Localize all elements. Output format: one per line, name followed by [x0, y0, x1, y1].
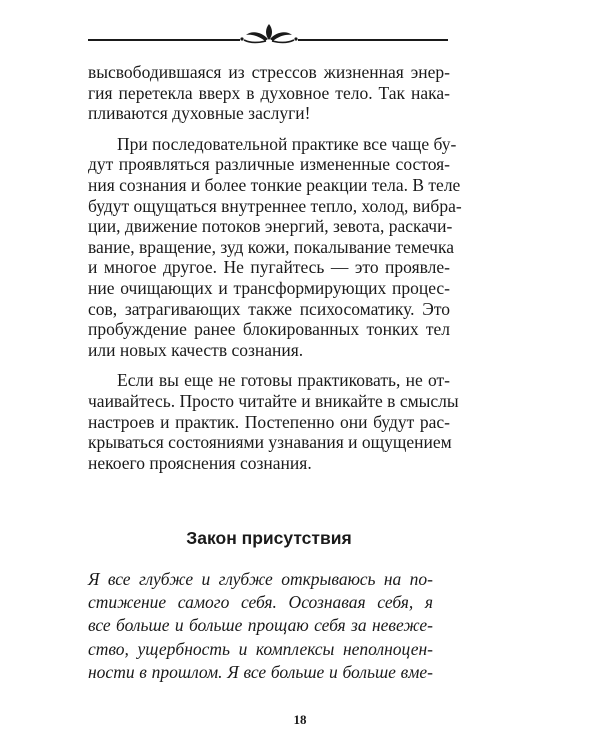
text-line: крываться состояниями узнавания и ощущением: [88, 432, 452, 453]
flourish-icon: [238, 22, 300, 44]
section-heading: Закон присутствия: [186, 528, 352, 548]
paragraph-3: [88, 370, 459, 473]
text-line: Если вы еще не готовы практиковать, не от-: [117, 370, 450, 391]
body-text: [88, 62, 462, 473]
text-line: ство, ущербность и комплексы неполноцен-: [88, 638, 433, 659]
text-line: ния сознания и более тонкие реакции тела. В теле: [88, 174, 461, 195]
header-rule-right: [298, 39, 448, 41]
text-line: стижение самого себя. Осознавая себя, я: [88, 592, 433, 613]
text-line: или новых качеств сознания.: [88, 339, 304, 360]
text-line: сов, затрагивающих также психосоматику. Это: [88, 298, 450, 319]
text-line: Я все глубже и глубже открываюсь на по-: [88, 569, 433, 589]
text-line: дут проявляться различные измененные состоя-: [88, 154, 450, 175]
text-line: чаивайтесь. Просто читайте и вникайте в смыслы: [88, 390, 459, 411]
paragraph-2: [88, 133, 462, 361]
text-line: высвободившаяся из стрессов жизненная энер-: [88, 62, 450, 82]
paragraph-1: [88, 62, 450, 124]
text-line: пробуждение ранее блокированных тонких тел: [88, 319, 450, 340]
text-line: будут ощущаться внутреннее тепло, холод, вибра-: [88, 195, 462, 216]
text-line: все больше и больше прощаю себя за невеже-: [88, 615, 433, 636]
text-line: пливаются духовные заслуги!: [88, 103, 311, 124]
text-line: и многое другое. Не пугайтесь — это проявле-: [88, 257, 450, 278]
text-line: настроев и практик. Постепенно они будут рас-: [88, 411, 450, 432]
page-header-ornament: [88, 14, 448, 46]
text-line: гия перетекла вверх в духовное тело. Так нака-: [88, 82, 450, 103]
text-line: некоего прояснения сознания.: [88, 452, 312, 473]
page-number: 18: [293, 712, 307, 727]
text-line: При последовательной практике все чаще бу-: [117, 133, 457, 154]
header-rule-left: [88, 39, 240, 41]
italic-paragraph: [88, 568, 433, 684]
text-line: ние очищающих и трансформирующих процес-: [88, 277, 450, 298]
text-line: ции, движение потоков энергий, зевота, раскачи-: [88, 216, 453, 237]
text-line: ности в прошлом. Я все больше и больше вме-: [88, 661, 433, 682]
text-line: вание, вращение, зуд кожи, покалывание темечка: [88, 236, 454, 257]
